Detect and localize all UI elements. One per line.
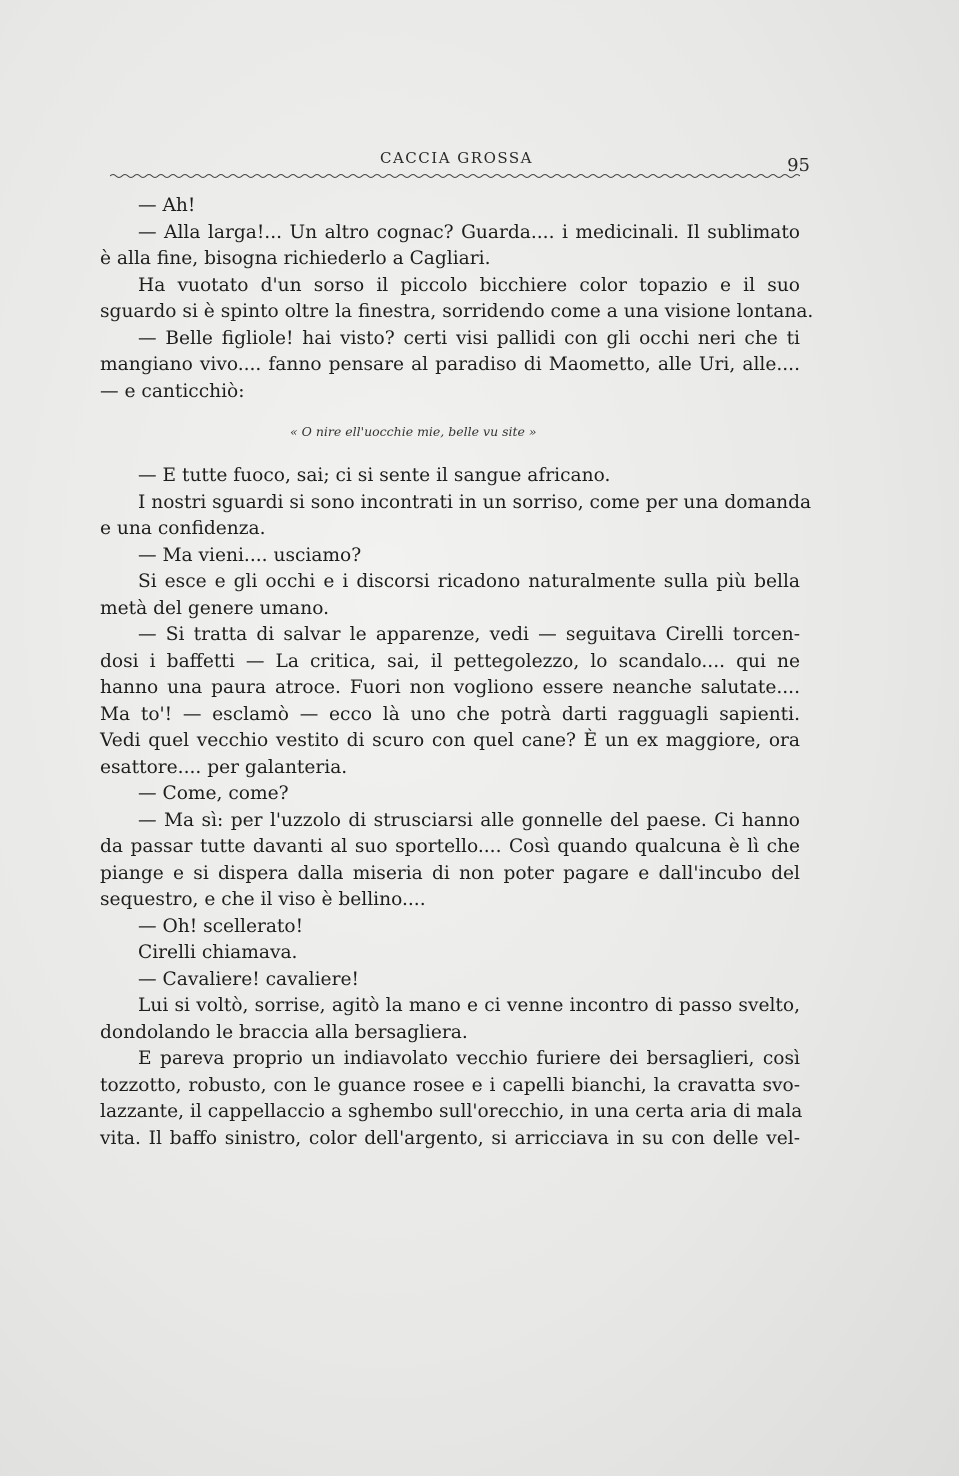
text-line: Ma to'! — esclamò — ecco là uno che potrà darti ragguagli sapienti.: [100, 703, 800, 725]
page-header: [110, 145, 810, 189]
text-line: Cirelli chiamava.: [138, 942, 298, 963]
text-line: — E tutte fuoco, sai; ci si sente il sangue africano.: [138, 465, 611, 486]
text-line: e una confidenza.: [100, 518, 266, 539]
text-line: da passar tutte davanti al suo sportello.... Così quando qualcuna è lì che: [100, 836, 800, 857]
text-line: — Come, come?: [138, 783, 289, 804]
text-line: E pareva proprio un indiavolato vecchio furiere dei bersaglieri, così: [138, 1048, 800, 1069]
text-line: metà del genere umano.: [100, 597, 329, 619]
text-line: sguardo si è spinto oltre la finestra, sorridendo come a una visione lontana.: [100, 301, 814, 322]
running-title: CACCIA GROSSA: [380, 149, 533, 167]
text-line: esattore.... per galanteria.: [100, 756, 348, 778]
text-line: vita. Il baffo sinistro, color dell'argento, si arricciava in su con delle vel-: [100, 1127, 800, 1149]
text-line: piange e si dispera dalla miseria di non poter pagare e dall'incubo del: [100, 862, 800, 884]
text-line: lazzante, il cappellaccio a sghembo sull'orecchio, in una certa aria di mala: [100, 1101, 803, 1122]
text-line: sequestro, e che il viso è bellino....: [100, 889, 426, 910]
text-line: mangiano vivo.... fanno pensare al paradiso di Maometto, alle Uri, alle....: [100, 354, 800, 375]
wavy-rule: [110, 172, 800, 180]
text-line: Si esce e gli occhi e i discorsi ricadono naturalmente sulla più bella: [138, 571, 800, 592]
text-line: — Ma sì: per l'uzzolo di strusciarsi alle gonnelle del paese. Ci hanno: [138, 809, 800, 831]
text-line: — Ah!: [138, 195, 196, 216]
text-line: Ha vuotato d'un sorso il piccolo bicchiere color topazio e il suo: [138, 274, 800, 296]
text-line: hanno una paura atroce. Fuori non vogliono essere neanche salutate....: [100, 677, 800, 698]
page-number: 95: [787, 155, 810, 176]
verse-quote: « O nire ell'uocchie mie, belle vu site »: [290, 424, 537, 439]
text-line: I nostri sguardi si sono incontrati in un sorriso, come per una domanda: [138, 491, 812, 513]
text-line: tozzotto, robusto, con le guance rosee e i capelli bianchi, la cravatta svo-: [100, 1074, 800, 1096]
text-line: dondolando le braccia alla bersagliera.: [100, 1021, 468, 1043]
text-line: — e canticchiò:: [100, 380, 245, 402]
text-line: — Belle figliole! hai visto? certi visi pallidi con gli occhi neri che ti: [138, 327, 800, 349]
text-line: Vedi quel vecchio vestito di scuro con quel cane? È un ex maggiore, ora: [100, 730, 800, 751]
text-line: — Oh! scellerato!: [138, 915, 304, 937]
body-text: [100, 193, 814, 1152]
text-line: dosi i baffetti — La critica, sai, il pettegolezzo, lo scandalo.... qui ne: [100, 650, 800, 672]
text-line: — Si tratta di salvar le apparenze, vedi — seguitava Cirelli torcen-: [138, 624, 800, 645]
text-line: Lui si voltò, sorrise, agitò la mano e ci venne incontro di passo svelto,: [138, 995, 800, 1016]
text-line: è alla fine, bisogna richiederlo a Cagliari.: [100, 248, 491, 269]
text-line: — Alla larga!... Un altro cognac? Guarda.... i medicinali. Il sublimato: [138, 221, 800, 243]
text-line: — Ma vieni.... usciamo?: [138, 544, 362, 566]
text-line: — Cavaliere! cavaliere!: [138, 968, 359, 990]
